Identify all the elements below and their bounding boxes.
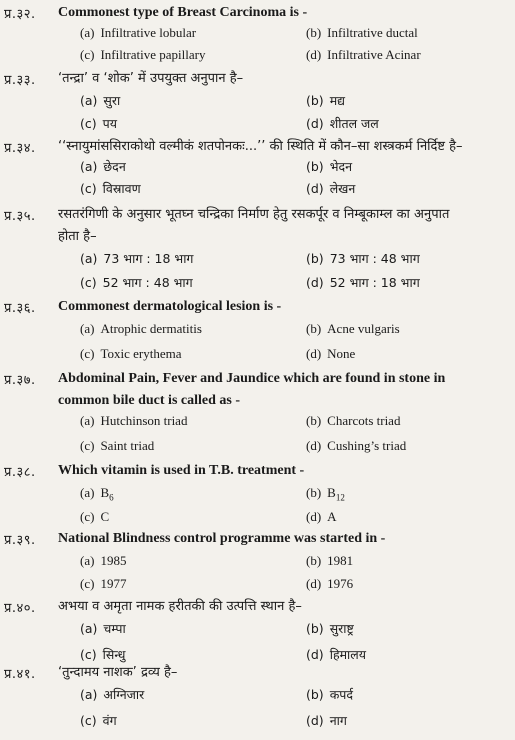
answer-option[interactable] bbox=[306, 345, 355, 363]
option-label: (a) bbox=[80, 321, 95, 336]
answer-option[interactable] bbox=[306, 115, 379, 133]
answer-option[interactable] bbox=[80, 320, 202, 338]
answer-option[interactable] bbox=[80, 274, 193, 292]
question-text: National Blindness control programme was started in - bbox=[58, 531, 386, 546]
option-label: (b) bbox=[306, 553, 322, 568]
option-label: (d) bbox=[306, 713, 324, 728]
option-label: (c) bbox=[80, 346, 95, 361]
question-number: प्र.३६. bbox=[4, 301, 36, 316]
option-text: 52 भाग : 48 भाग bbox=[102, 275, 193, 290]
option-text: 73 भाग : 18 भाग bbox=[103, 251, 194, 266]
option-label: (b) bbox=[306, 159, 324, 174]
answer-option[interactable] bbox=[306, 437, 406, 455]
question-number: प्र.३८. bbox=[4, 465, 36, 480]
option-label: (a) bbox=[80, 413, 95, 428]
option-label: (a) bbox=[80, 93, 98, 108]
option-text: B bbox=[327, 485, 336, 500]
option-label: (c) bbox=[80, 647, 97, 662]
answer-option[interactable] bbox=[80, 250, 193, 268]
option-label: (d) bbox=[306, 181, 324, 196]
option-label: (b) bbox=[306, 321, 322, 336]
option-text: 52 भाग : 18 भाग bbox=[329, 275, 420, 290]
option-label: (a) bbox=[80, 25, 95, 40]
answer-option[interactable] bbox=[80, 620, 126, 638]
option-label: (a) bbox=[80, 621, 98, 636]
option-text: हिमालय bbox=[329, 647, 367, 662]
answer-option[interactable] bbox=[306, 620, 354, 638]
option-label: (d) bbox=[306, 647, 324, 662]
answer-option[interactable] bbox=[80, 158, 126, 176]
question-number: प्र.३२. bbox=[4, 7, 36, 22]
option-label: (b) bbox=[306, 687, 324, 702]
option-label: (c) bbox=[80, 181, 97, 196]
option-label: (a) bbox=[80, 687, 98, 702]
option-label: (d) bbox=[306, 438, 322, 453]
option-text: None bbox=[327, 346, 356, 361]
option-label: (a) bbox=[80, 485, 95, 500]
option-label: (c) bbox=[80, 576, 95, 591]
question-text: Abdominal Pain, Fever and Jaundice which are found in stone in bbox=[58, 371, 446, 386]
answer-option[interactable] bbox=[306, 180, 355, 198]
option-text: A bbox=[327, 509, 337, 524]
option-text: 1977 bbox=[100, 576, 127, 591]
answer-option[interactable] bbox=[306, 552, 353, 570]
option-text: 73 भाग : 48 भाग bbox=[329, 251, 420, 266]
answer-option[interactable] bbox=[80, 575, 126, 593]
option-text: Saint triad bbox=[100, 438, 155, 453]
option-text: शीतल जल bbox=[329, 116, 379, 131]
option-label: (b) bbox=[306, 93, 324, 108]
option-label: (b) bbox=[306, 413, 322, 428]
option-text: चम्पा bbox=[103, 621, 126, 636]
question-text: Commonest dermatological lesion is - bbox=[58, 299, 282, 314]
answer-option[interactable] bbox=[80, 712, 117, 730]
answer-option[interactable] bbox=[80, 345, 181, 363]
option-text: सुराष्ट्र bbox=[329, 621, 354, 636]
option-text: भेदन bbox=[329, 159, 353, 174]
option-label: (d) bbox=[306, 47, 322, 62]
option-label: (c) bbox=[80, 47, 95, 62]
option-label: (b) bbox=[306, 25, 322, 40]
option-label: (b) bbox=[306, 621, 324, 636]
answer-option[interactable] bbox=[80, 46, 205, 64]
answer-option[interactable] bbox=[80, 484, 114, 507]
option-text: मद्य bbox=[329, 93, 346, 108]
answer-option[interactable] bbox=[80, 115, 117, 133]
answer-option[interactable] bbox=[306, 250, 420, 268]
option-text: सुरा bbox=[103, 93, 121, 108]
question-text: Which vitamin is used in T.B. treatment - bbox=[58, 463, 305, 478]
question-number: प्र.३३. bbox=[4, 73, 36, 88]
option-label: (a) bbox=[80, 159, 98, 174]
option-text: छेदन bbox=[103, 159, 126, 174]
answer-option[interactable] bbox=[306, 712, 347, 730]
answer-option[interactable] bbox=[306, 484, 345, 507]
option-text: सिन्धु bbox=[102, 647, 126, 662]
option-label: (c) bbox=[80, 713, 97, 728]
answer-option[interactable] bbox=[306, 686, 353, 704]
option-text: वंग bbox=[102, 713, 117, 728]
option-label: (c) bbox=[80, 116, 97, 131]
option-text: पय bbox=[102, 116, 117, 131]
option-label: (a) bbox=[80, 553, 95, 568]
question-text: Commonest type of Breast Carcinoma is - bbox=[58, 5, 308, 20]
option-text: विस्रावण bbox=[102, 181, 141, 196]
answer-option[interactable] bbox=[306, 320, 400, 338]
option-text: Infiltrative Acinar bbox=[327, 47, 421, 62]
answer-option[interactable] bbox=[306, 575, 353, 593]
option-text: 1985 bbox=[100, 553, 127, 568]
question-number: प्र.३४. bbox=[4, 141, 36, 156]
option-label: (c) bbox=[80, 275, 97, 290]
answer-option[interactable] bbox=[80, 437, 154, 455]
option-label: (d) bbox=[306, 346, 322, 361]
question-text-continued: होता है– bbox=[58, 229, 97, 244]
question-number: प्र.३५. bbox=[4, 209, 36, 224]
question-number: प्र.३९. bbox=[4, 533, 36, 548]
option-text: Cushing’s triad bbox=[327, 438, 407, 453]
answer-option[interactable] bbox=[80, 412, 187, 430]
answer-option[interactable] bbox=[306, 92, 345, 110]
answer-option[interactable] bbox=[80, 552, 126, 570]
answer-option[interactable] bbox=[306, 274, 420, 292]
question-text: अभया व अमृता नामक हरीतकी की उत्पत्ति स्थान है– bbox=[58, 599, 302, 614]
option-text: कपर्द bbox=[329, 687, 354, 702]
option-text: लेखन bbox=[329, 181, 356, 196]
option-label: (d) bbox=[306, 116, 324, 131]
option-text: C bbox=[100, 509, 110, 524]
option-label: (c) bbox=[80, 509, 95, 524]
question-number: प्र.३७. bbox=[4, 373, 36, 388]
option-label: (b) bbox=[306, 485, 322, 500]
option-text: Infiltrative lobular bbox=[100, 25, 197, 40]
option-text: Atrophic dermatitis bbox=[100, 321, 202, 336]
answer-option[interactable] bbox=[80, 508, 109, 526]
option-label: (d) bbox=[306, 576, 322, 591]
option-text: Toxic erythema bbox=[100, 346, 182, 361]
option-subscript: 12 bbox=[335, 492, 345, 503]
option-text: B bbox=[100, 485, 110, 500]
option-text: नाग bbox=[329, 713, 347, 728]
option-text: Infiltrative papillary bbox=[100, 47, 206, 62]
question-number: प्र.४०. bbox=[4, 601, 36, 616]
option-text: Infiltrative ductal bbox=[327, 25, 418, 40]
option-text: Hutchinson triad bbox=[100, 413, 188, 428]
option-text: 1976 bbox=[327, 576, 354, 591]
answer-option[interactable] bbox=[80, 686, 144, 704]
answer-option[interactable] bbox=[306, 24, 418, 42]
option-subscript: 6 bbox=[109, 492, 114, 503]
question-text: रसतरंगिणी के अनुसार भूतघ्न चन्द्रिका निर्माण हेतु रसकर्पूर व निम्बूकाम्ल का अनुपात bbox=[58, 207, 450, 222]
option-label: (c) bbox=[80, 438, 95, 453]
option-text: 1981 bbox=[327, 553, 354, 568]
answer-option[interactable] bbox=[306, 508, 337, 526]
question-text: ‘तुन्दामय नाशक’ द्रव्य है– bbox=[58, 665, 178, 680]
question-text: ‘‘स्नायुमांससिराकोथो वल्मीकं शतपोनकः...’’ की स्थिति में कौन–सा शस्त्रकर्म निर्दिष्ट है– bbox=[58, 139, 463, 154]
option-label: (d) bbox=[306, 509, 322, 524]
option-text: Charcots triad bbox=[327, 413, 401, 428]
option-text: Acne vulgaris bbox=[327, 321, 400, 336]
option-label: (a) bbox=[80, 251, 98, 266]
question-text: ‘तन्द्रा’ व ‘शोक’ में उपयुक्त अनुपान है– bbox=[58, 71, 244, 86]
option-label: (d) bbox=[306, 275, 324, 290]
answer-option[interactable] bbox=[80, 24, 196, 42]
answer-option[interactable] bbox=[80, 92, 120, 110]
option-text: अग्निजार bbox=[103, 687, 145, 702]
question-number: प्र.४१. bbox=[4, 667, 36, 682]
answer-option[interactable] bbox=[80, 180, 141, 198]
answer-option[interactable] bbox=[306, 412, 400, 430]
question-text-continued: common bile duct is called as - bbox=[58, 393, 240, 408]
answer-option[interactable] bbox=[306, 46, 421, 64]
answer-option[interactable] bbox=[306, 158, 352, 176]
option-label: (b) bbox=[306, 251, 324, 266]
